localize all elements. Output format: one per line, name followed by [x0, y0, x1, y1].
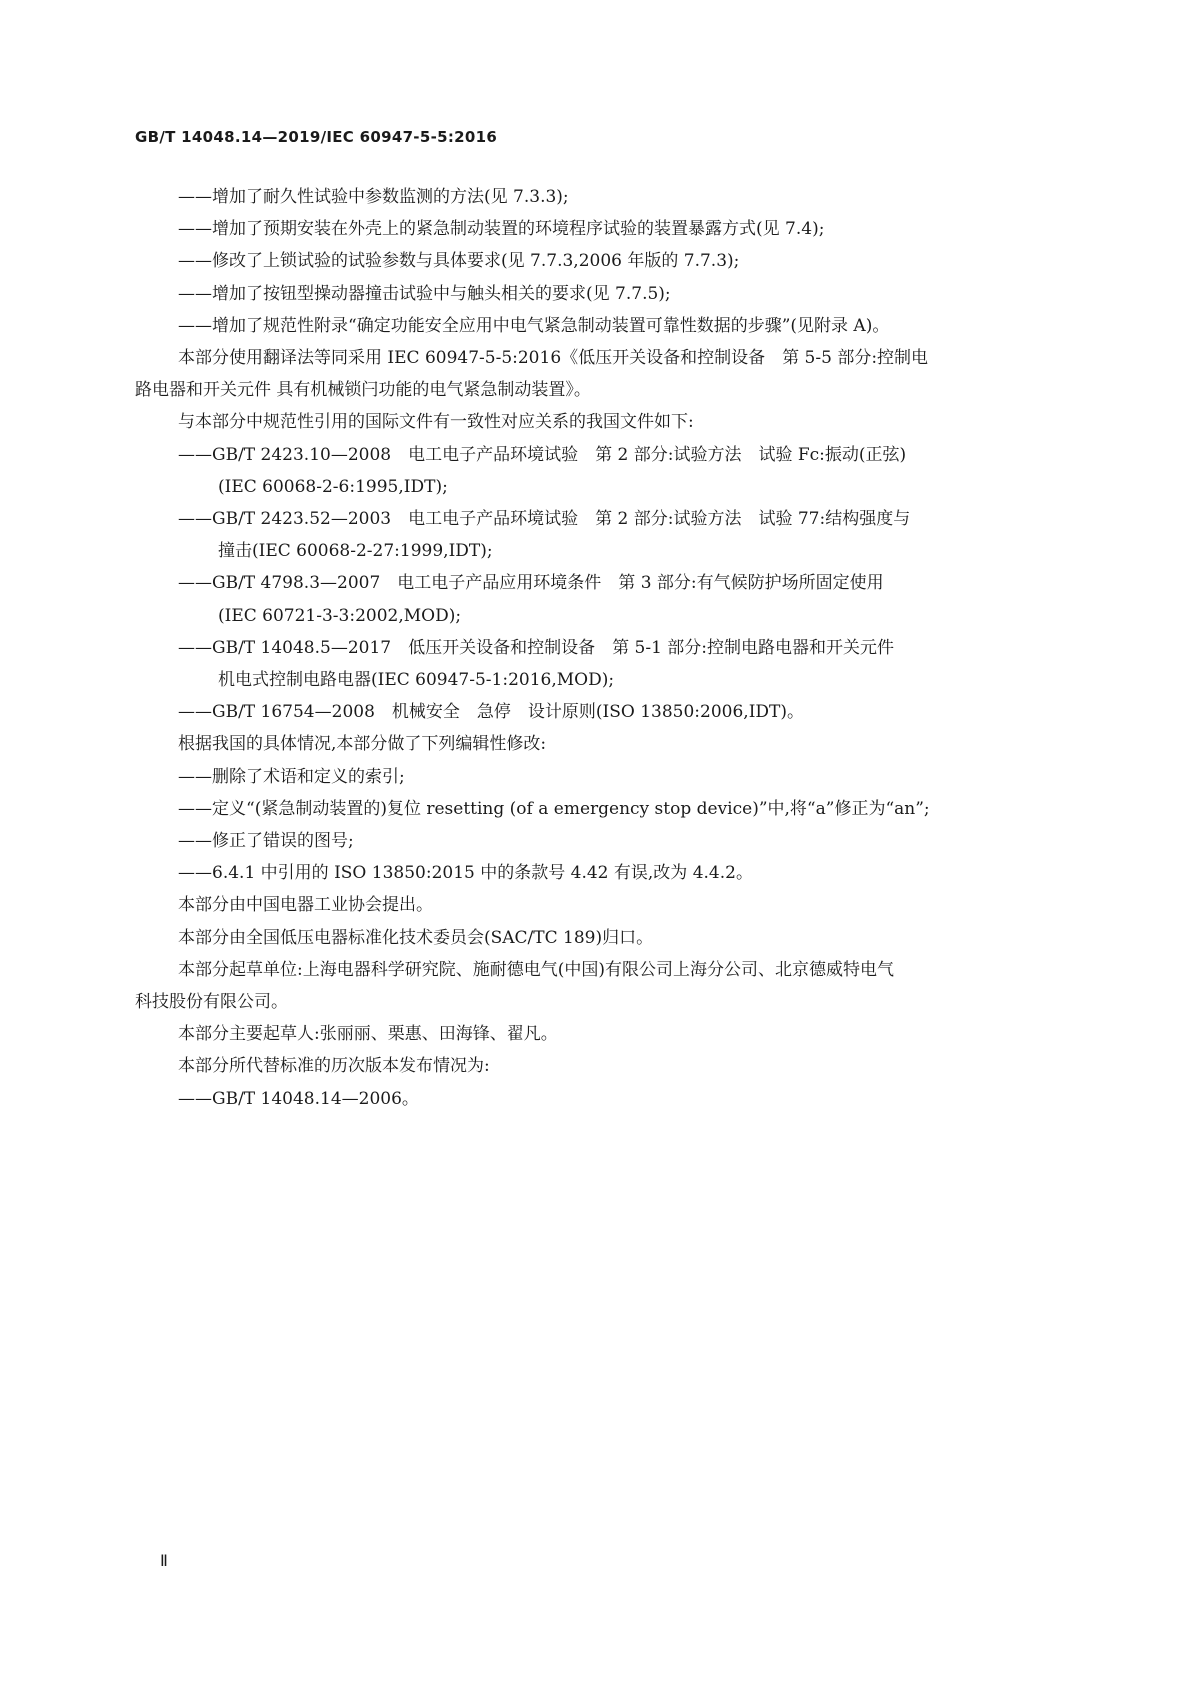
text-line: ——修改了上锁试验的试验参数与具体要求(见 7.7.3,2006 年版的 7.7.3);	[178, 251, 740, 272]
text-line: (IEC 60721-3-3:2002,MOD);	[218, 605, 462, 626]
text-line: ——GB/T 14048.5—2017 低压开关设备和控制设备 第 5-1 部分:控制电路电器和开关元件	[178, 637, 895, 658]
text-line: ——增加了预期安装在外壳上的紧急制动装置的环境程序试验的装置暴露方式(见 7.4);	[178, 219, 825, 240]
document-body	[135, 181, 1058, 1115]
document-header: GB/T 14048.14—2019/IEC 60947-5-5:2016	[135, 128, 498, 146]
text-line: ——GB/T 14048.14—2006。	[178, 1088, 419, 1109]
text-line: 根据我国的具体情况,本部分做了下列编辑性修改:	[178, 734, 547, 755]
text-line: 路电器和开关元件 具有机械锁闩功能的电气紧急制动装置》。	[135, 380, 591, 401]
text-line: ——GB/T 2423.52—2003 电工电子产品环境试验 第 2 部分:试验方法 试验 77:结构强度与	[178, 509, 911, 530]
text-line: 撞击(IEC 60068-2-27:1999,IDT);	[218, 541, 493, 562]
text-line: ——修正了错误的图号;	[178, 831, 354, 852]
text-line: ——GB/T 2423.10—2008 电工电子产品环境试验 第 2 部分:试验方法 试验 Fc:振动(正弦)	[178, 444, 907, 465]
text-line: 机电式控制电路电器(IEC 60947-5-1:2016,MOD);	[218, 670, 615, 691]
text-line: ——增加了按钮型操动器撞击试验中与触头相关的要求(见 7.7.5);	[178, 283, 671, 304]
text-line: 本部分所代替标准的历次版本发布情况为:	[178, 1056, 490, 1077]
text-line: ——定义“(紧急制动装置的)复位 resetting (of a emergency stop device)”中,将“a”修正为“an”;	[178, 798, 930, 819]
text-line: 本部分由全国低压电器标准化技术委员会(SAC/TC 189)归口。	[178, 927, 654, 948]
text-line: ——删除了术语和定义的索引;	[178, 766, 405, 787]
text-line: ——GB/T 16754—2008 机械安全 急停 设计原则(ISO 13850:2006,IDT)。	[178, 702, 805, 723]
text-line: ——6.4.1 中引用的 ISO 13850:2015 中的条款号 4.42 有误,改为 4.4.2。	[178, 863, 753, 884]
text-line: 本部分使用翻译法等同采用 IEC 60947-5-5:2016《低压开关设备和控制设备 第 5-5 部分:控制电	[178, 348, 929, 369]
text-line: 本部分由中国电器工业协会提出。	[178, 895, 433, 916]
text-line: 与本部分中规范性引用的国际文件有一致性对应关系的我国文件如下:	[178, 412, 694, 433]
text-line: 科技股份有限公司。	[135, 992, 288, 1013]
text-line: 本部分主要起草人:张丽丽、栗惠、田海锋、翟凡。	[178, 1024, 558, 1045]
text-line: ——增加了耐久性试验中参数监测的方法(见 7.3.3);	[178, 187, 569, 207]
text-line: ——GB/T 4798.3—2007 电工电子产品应用环境条件 第 3 部分:有气候防护场所固定使用	[178, 573, 884, 594]
page-number: Ⅱ	[160, 1553, 168, 1570]
text-line: ——增加了规范性附录“确定功能安全应用中电气紧急制动装置可靠性数据的步骤”(见附录 A)。	[178, 315, 890, 336]
text-line: (IEC 60068-2-6:1995,IDT);	[218, 476, 448, 497]
text-line: 本部分起草单位:上海电器科学研究院、施耐德电气(中国)有限公司上海分公司、北京德威特电气	[178, 959, 894, 980]
